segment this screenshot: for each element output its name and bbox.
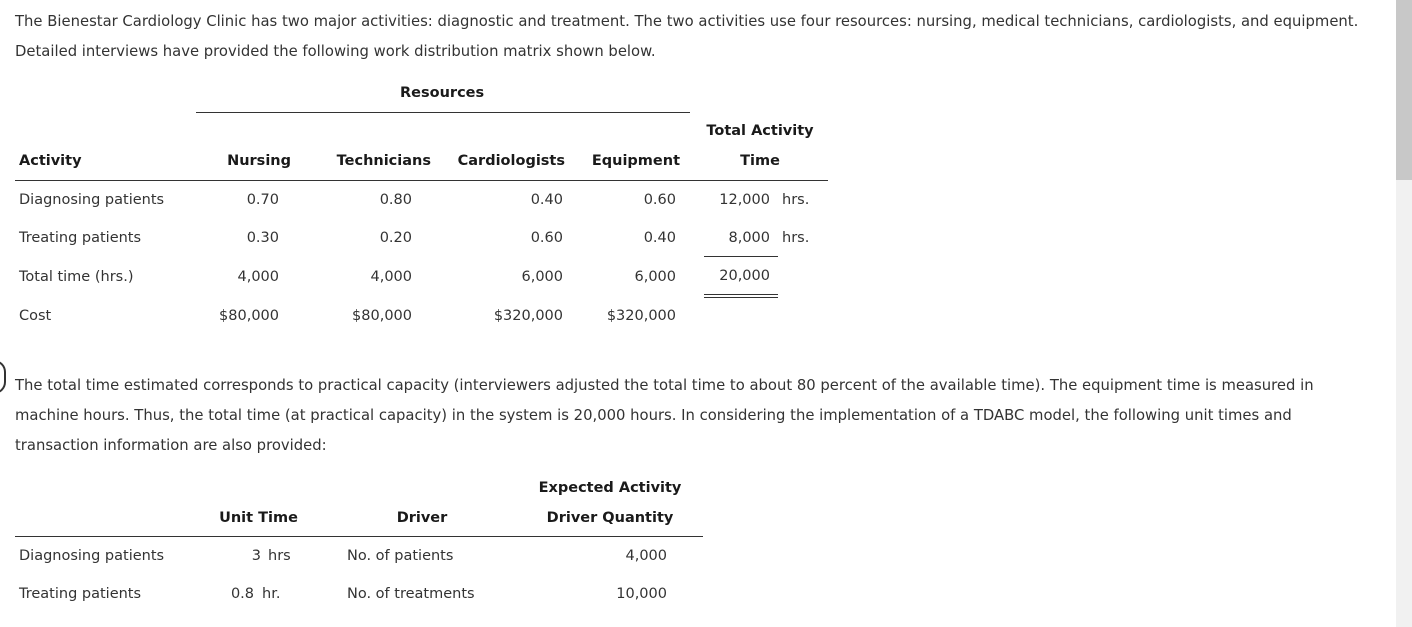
total-value: 8,000 — [728, 230, 770, 246]
resources-underline — [196, 112, 690, 113]
unit-time-value: 0.8 — [230, 586, 254, 602]
total-unit: hrs. — [782, 230, 810, 246]
quantity-value: 10,000 — [616, 586, 667, 602]
row-label: Total time (hrs.) — [19, 269, 134, 285]
cardiologists-value: 6,000 — [521, 269, 563, 285]
vertical-scrollbar[interactable] — [1396, 0, 1412, 627]
total-value: 12,000 — [719, 192, 770, 208]
grand-total-double-underline — [704, 294, 778, 298]
nursing-value: 0.30 — [246, 230, 279, 246]
equipment-column-header: Equipment — [591, 153, 680, 169]
nursing-value: $80,000 — [219, 308, 279, 324]
nursing-column-header: Nursing — [227, 153, 291, 169]
nursing-value: 4,000 — [237, 269, 279, 285]
row-label: Treating patients — [19, 586, 142, 602]
expected-activity-header-line1: Expected Activity — [538, 480, 682, 496]
technicians-value: $80,000 — [352, 308, 412, 324]
unit-time-unit: hr. — [262, 586, 281, 602]
middle-line-3: transaction information are also provided: — [15, 437, 327, 454]
intro-line-2: Detailed interviews have provided the following work distribution matrix shown below. — [15, 43, 656, 60]
middle-line-2: machine hours. Thus, the total time (at practical capacity) in the system is 20,000 hours. In considering the implementation of a TDABC model, the following unit times and — [15, 407, 1292, 424]
total-unit: hrs. — [782, 192, 810, 208]
total-activity-header-line2: Time — [740, 153, 780, 169]
total-value: 20,000 — [719, 268, 770, 284]
total-activity-header-line1: Total Activity — [706, 123, 814, 139]
unit-time-unit: hrs — [268, 548, 291, 564]
row-label: Diagnosing patients — [19, 192, 165, 208]
middle-paragraph — [15, 371, 1314, 461]
driver-column-header: Driver — [396, 510, 448, 526]
technicians-column-header: Technicians — [336, 153, 431, 169]
expected-activity-header-line2: Driver Quantity — [546, 510, 674, 526]
nursing-value: 0.70 — [246, 192, 279, 208]
activity-column-header: Activity — [19, 153, 82, 169]
equipment-value: 0.60 — [643, 192, 676, 208]
driver-value: No. of patients — [347, 548, 454, 564]
resources-group-header: Resources — [400, 85, 485, 101]
left-edge-bracket — [0, 360, 6, 394]
equipment-value: 6,000 — [634, 269, 676, 285]
cardiologists-value: 0.60 — [530, 230, 563, 246]
equipment-value: $320,000 — [606, 308, 676, 324]
cardiologists-column-header: Cardiologists — [457, 153, 565, 169]
middle-line-1: The total time estimated corresponds to practical capacity (interviewers adjusted the total time to about 80 percent of the available time). The equipment time is measured in — [15, 377, 1314, 394]
intro-paragraph — [15, 7, 1358, 67]
technicians-value: 4,000 — [370, 269, 412, 285]
technicians-value: 0.20 — [379, 230, 412, 246]
total-sum-underline — [704, 256, 778, 257]
row-label: Cost — [19, 308, 52, 324]
table2-header-underline — [15, 536, 703, 537]
scrollbar-thumb[interactable] — [1396, 0, 1412, 180]
intro-line-1: The Bienestar Cardiology Clinic has two major activities: diagnostic and treatment. The two activities use four resources: nursing, medical technicians, cardiologists, and equipment. — [15, 13, 1359, 30]
quantity-value: 4,000 — [625, 548, 667, 564]
technicians-value: 0.80 — [379, 192, 412, 208]
row-label: Treating patients — [19, 230, 142, 246]
driver-value: No. of treatments — [347, 586, 475, 602]
cardiologists-value: 0.40 — [530, 192, 563, 208]
row-label: Diagnosing patients — [19, 548, 165, 564]
unit-time-column-header: Unit Time — [219, 510, 298, 526]
header-underline — [15, 180, 828, 181]
cardiologists-value: $320,000 — [493, 308, 563, 324]
unit-time-value: 3 — [251, 548, 261, 564]
equipment-value: 0.40 — [643, 230, 676, 246]
